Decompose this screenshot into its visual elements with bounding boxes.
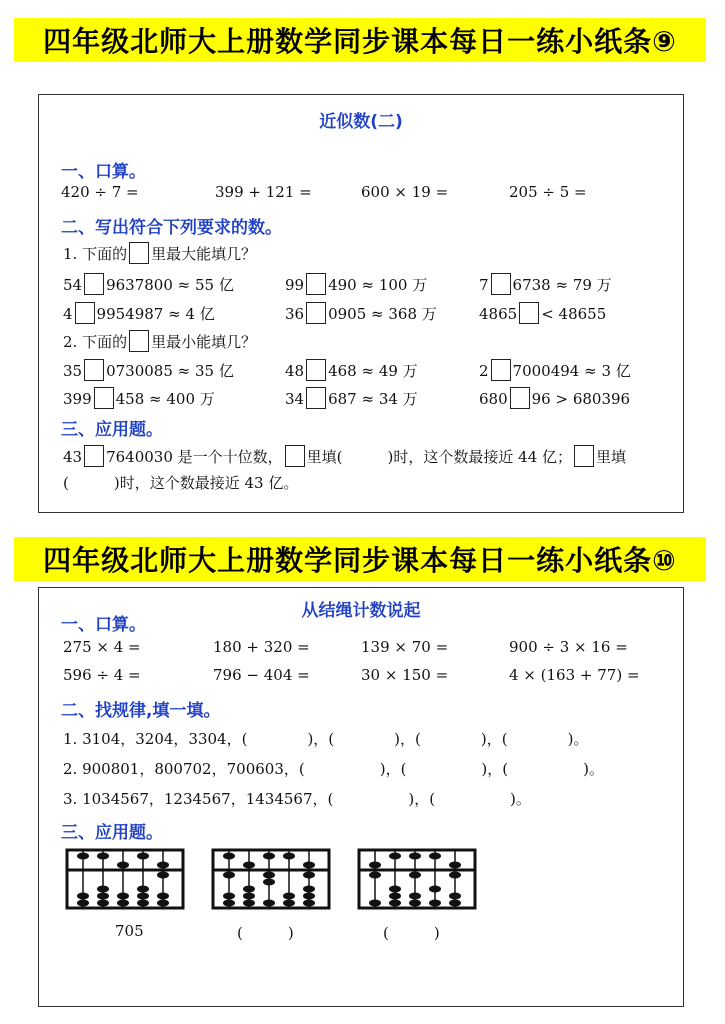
- answer-box[interactable]: [491, 273, 511, 295]
- abacus-answer-blank[interactable]: ( ): [383, 924, 440, 942]
- answer-box[interactable]: [574, 445, 594, 467]
- pattern-item: 1. 3104，3204，3304，( )，( )，( )，( )。: [63, 730, 589, 748]
- max-item: 36 0905 ≈ 368 万: [285, 302, 437, 324]
- oral-item: 275 × 4 =: [63, 638, 141, 656]
- pattern-item: 3. 1034567，1234567，1434567，( )，( )。: [63, 790, 531, 808]
- answer-box[interactable]: [84, 445, 104, 467]
- oral-item: 600 × 19 =: [361, 183, 449, 201]
- oral-item: 596 ÷ 4 =: [63, 666, 141, 684]
- min-item: 680 96 > 680396: [479, 387, 630, 409]
- answer-box[interactable]: [129, 330, 149, 352]
- answer-box[interactable]: [491, 359, 511, 381]
- answer-box[interactable]: [84, 359, 104, 381]
- banner-title-text: 四年级北师大上册数学同步课本每日一练小纸条⑨: [43, 25, 677, 58]
- pattern-item: 2. 900801，800702，700603，( )，( )，( )。: [63, 760, 604, 778]
- abacus-image: [357, 848, 477, 910]
- abacus-label: 705: [115, 922, 144, 940]
- application-line-1: 43 7640030 是一个十位数， 里填( )时，这个数最接近 44 亿； 里填: [63, 445, 626, 467]
- section-oral: 一、口算。: [61, 615, 146, 635]
- max-item: 4865 < 48655: [479, 302, 606, 324]
- abacus-answer-blank[interactable]: ( ): [237, 924, 294, 942]
- oral-item: 205 ÷ 5 =: [509, 183, 587, 201]
- banner-title-9: [14, 18, 706, 62]
- section-oral: 一、口算。: [61, 162, 146, 182]
- max-item: 99 490 ≈ 100 万: [285, 273, 427, 295]
- abacus-icon: [65, 848, 185, 910]
- answer-box[interactable]: [519, 302, 539, 324]
- question-min: 2. 下面的 里最小能填几？: [63, 330, 256, 352]
- min-item: 2 7000494 ≈ 3 亿: [479, 359, 631, 381]
- oral-item: 796 − 404 =: [213, 666, 310, 684]
- section-application: 三、应用题。: [61, 420, 163, 440]
- min-item: 48 468 ≈ 49 万: [285, 359, 418, 381]
- abacus-icon: [211, 848, 331, 910]
- oral-item: 30 × 150 =: [361, 666, 449, 684]
- application-line-2: ( )时，这个数最接近 43 亿。: [63, 474, 299, 492]
- answer-box[interactable]: [306, 273, 326, 295]
- min-item: 399 458 ≈ 400 万: [63, 387, 215, 409]
- answer-box[interactable]: [94, 387, 114, 409]
- answer-box[interactable]: [75, 302, 95, 324]
- banner-title-10: [14, 537, 706, 581]
- answer-box[interactable]: [285, 445, 305, 467]
- oral-item: 420 ÷ 7 =: [61, 183, 139, 201]
- banner-title-text: 四年级北师大上册数学同步课本每日一练小纸条⑩: [43, 544, 677, 577]
- section-pattern: 二、找规律,填一填。: [61, 701, 221, 721]
- oral-item: 180 + 320 =: [213, 638, 310, 656]
- answer-box[interactable]: [84, 273, 104, 295]
- abacus-icon: [357, 848, 477, 910]
- worksheet-card-9: [38, 94, 684, 513]
- min-item: 35 0730085 ≈ 35 亿: [63, 359, 234, 381]
- abacus-image: [65, 848, 185, 910]
- answer-box[interactable]: [129, 242, 149, 264]
- max-item: 4 9954987 ≈ 4 亿: [63, 302, 215, 324]
- section-application: 三、应用题。: [61, 823, 163, 843]
- section-write-numbers: 二、写出符合下列要求的数。: [61, 218, 282, 238]
- card-title: 从结绳计数说起: [301, 601, 421, 621]
- oral-item: 4 × (163 + 77) =: [509, 666, 640, 684]
- max-item: 7 6738 ≈ 79 万: [479, 273, 612, 295]
- worksheet-card-10: [38, 587, 684, 1007]
- answer-box[interactable]: [306, 302, 326, 324]
- max-item: 54 9637800 ≈ 55 亿: [63, 273, 234, 295]
- answer-box[interactable]: [510, 387, 530, 409]
- abacus-image: [211, 848, 331, 910]
- card-title: 近似数(二): [319, 112, 403, 132]
- oral-item: 399 + 121 =: [215, 183, 312, 201]
- answer-box[interactable]: [306, 359, 326, 381]
- question-max: 1. 下面的 里最大能填几？: [63, 242, 256, 264]
- answer-box[interactable]: [306, 387, 326, 409]
- min-item: 34 687 ≈ 34 万: [285, 387, 418, 409]
- oral-item: 139 × 70 =: [361, 638, 449, 656]
- oral-item: 900 ÷ 3 × 16 =: [509, 638, 628, 656]
